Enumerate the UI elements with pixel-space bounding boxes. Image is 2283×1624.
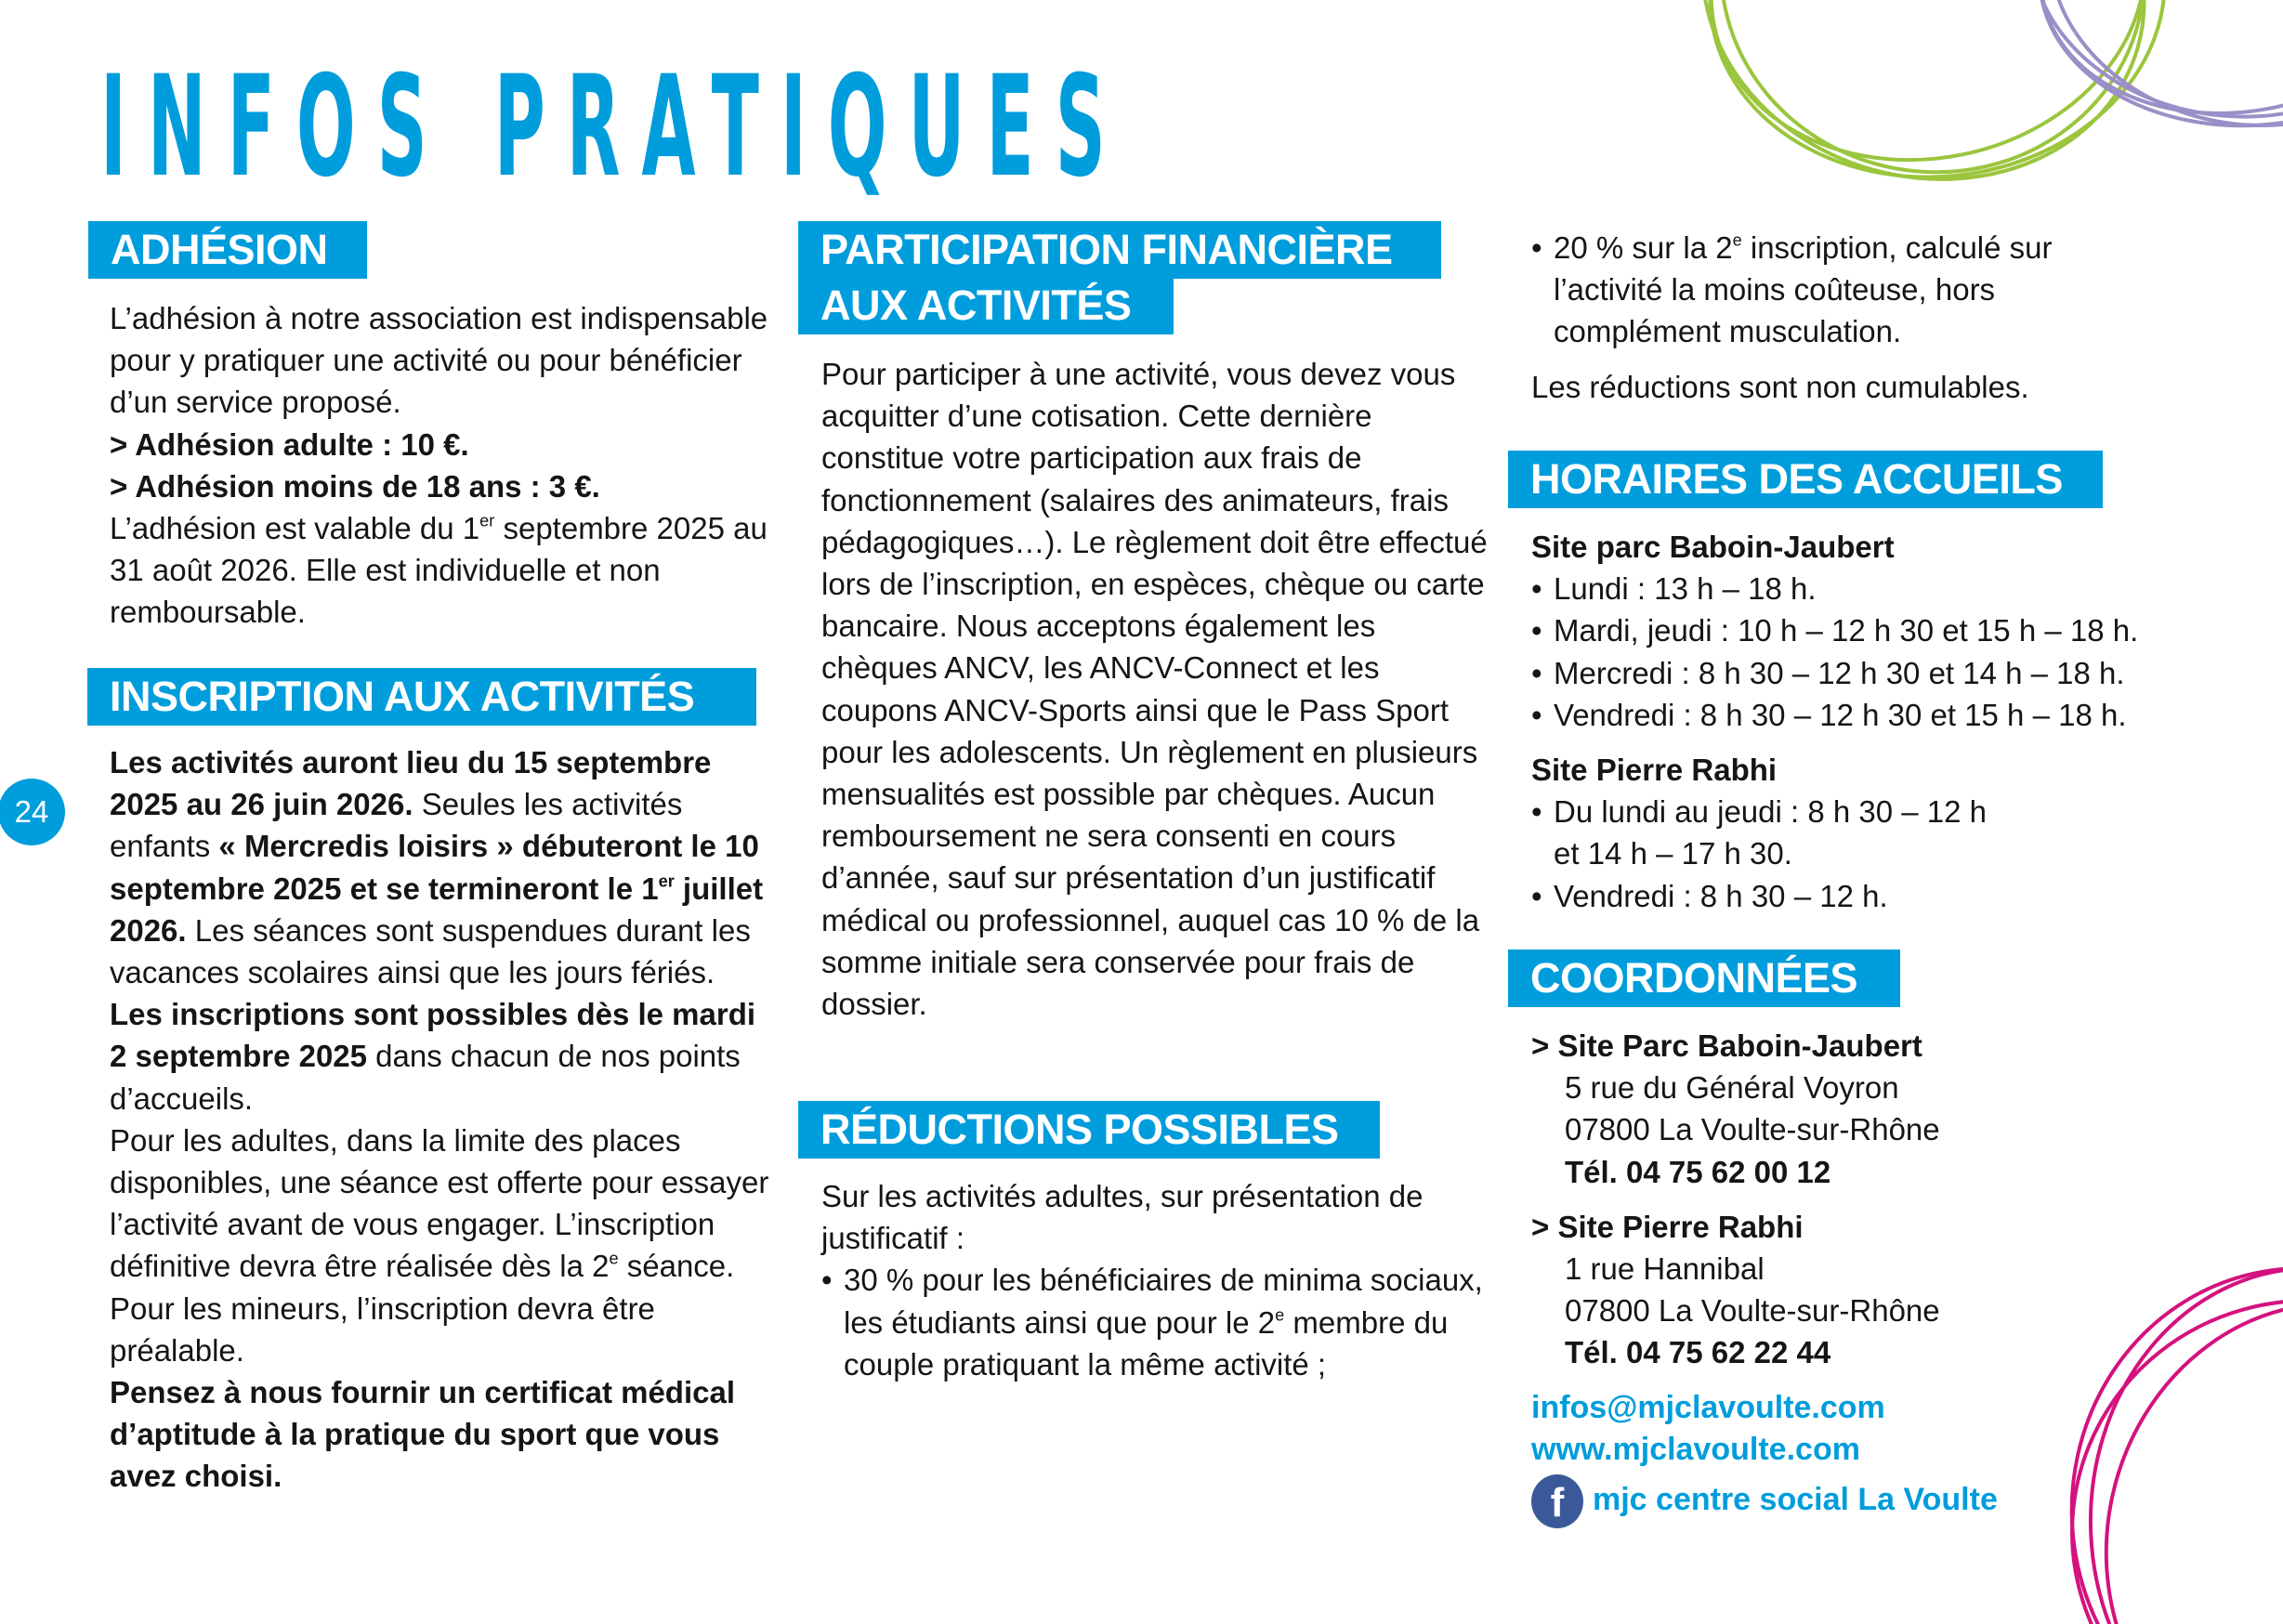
superscript: er bbox=[658, 871, 675, 890]
superscript: e bbox=[1732, 230, 1742, 250]
adhesion-body bbox=[110, 297, 779, 634]
purple-circles bbox=[2014, 0, 2283, 161]
site-name: > Site Parc Baboin-Jaubert bbox=[1531, 1028, 1922, 1063]
section-heading-participation-line2: AUX ACTIVITÉS bbox=[798, 277, 1174, 334]
adhesion-intro: L’adhésion à notre association est indispensable pour y pratiquer une activité ou pour bénéficier d’un service proposé. bbox=[110, 301, 768, 420]
facebook-icon: f bbox=[1531, 1474, 1583, 1528]
spacer bbox=[1531, 1193, 2200, 1206]
page-number-badge: 24 bbox=[0, 779, 65, 845]
horaires-list bbox=[1531, 568, 2200, 736]
email-link[interactable]: infos@mjclavoulte.com bbox=[1531, 1389, 1885, 1425]
section-heading-participation-line1: PARTICIPATION FINANCIÈRE bbox=[798, 221, 1441, 279]
spacer bbox=[1531, 1374, 2200, 1387]
reduction-item bbox=[821, 1259, 1490, 1385]
horaire-item: • Mardi, jeudi : 10 h – 12 h 30 et 15 h – 18 h. bbox=[1531, 609, 2200, 651]
horaires-body bbox=[1531, 526, 2200, 917]
horaire-item: • Vendredi : 8 h 30 – 12 h 30 et 15 h – 18 h. bbox=[1531, 694, 2200, 736]
superscript: er bbox=[479, 511, 495, 530]
validity-text-end: septembre 2025 au 31 août 2026. Elle est individuelle et non remboursable. bbox=[110, 511, 768, 630]
text: Seules les activités enfants bbox=[110, 787, 683, 864]
inscription-dates bbox=[110, 741, 779, 993]
adhesion-validity bbox=[110, 507, 779, 634]
site-street: 5 rue du Général Voyron bbox=[1565, 1070, 1899, 1106]
spacer bbox=[1531, 353, 2145, 366]
site-city: 07800 La Voulte-sur-Rhône bbox=[1565, 1293, 1940, 1329]
inscription-certificate: Pensez à nous fournir un certificat médical d’aptitude à la pratique du sport que vous avez choisi. bbox=[110, 1375, 736, 1494]
adhesion-adult-price: > Adhésion adulte : 10 €. bbox=[110, 426, 469, 462]
text: inscription, calculé sur l’activité la moins coûteuse, hors complément musculation. bbox=[1554, 230, 2053, 349]
site-phone[interactable]: Tél. 04 75 62 00 12 bbox=[1565, 1154, 1831, 1189]
coordonnees-body bbox=[1531, 1025, 2200, 1528]
reductions-body bbox=[821, 1175, 1490, 1385]
reductions-list bbox=[821, 1259, 1490, 1385]
validity-text: L’adhésion est valable du 1 bbox=[110, 511, 480, 546]
site-name: > Site Pierre Rabhi bbox=[1531, 1209, 1804, 1244]
section-heading-reductions: RÉDUCTIONS POSSIBLES bbox=[798, 1101, 1380, 1159]
facebook-link[interactable] bbox=[1531, 1474, 2200, 1528]
section-heading-adhesion: ADHÉSION bbox=[88, 221, 367, 279]
horaires-list bbox=[1531, 791, 2200, 917]
horaire-item: • Mercredi : 8 h 30 – 12 h 30 et 14 h – 18 h. bbox=[1531, 652, 2200, 694]
reductions-intro: Sur les activités adultes, sur présentation de justificatif : bbox=[821, 1179, 1424, 1256]
reductions-continued bbox=[1531, 227, 2145, 408]
bold-text: Les activités auront lieu du 15 septembre 2025 au 26 juin 2026. bbox=[110, 745, 712, 822]
green-circles bbox=[1657, 0, 2190, 230]
spacer bbox=[1531, 736, 2200, 749]
facebook-label: mjc centre social La Voulte bbox=[1593, 1481, 1998, 1517]
website-link[interactable]: www.mjclavoulte.com bbox=[1531, 1431, 1860, 1467]
inscription-opening bbox=[110, 993, 779, 1120]
text: membre du couple pratiquant la même activité ; bbox=[844, 1304, 1449, 1382]
text: Les séances sont suspendues durant les vacances scolaires ainsi que les jours fériés. bbox=[110, 912, 751, 990]
section-heading-coordonnees: COORDONNÉES bbox=[1508, 950, 1900, 1007]
reductions-note: Les réductions sont non cumulables. bbox=[1531, 369, 2029, 404]
inscription-adults bbox=[110, 1120, 779, 1371]
text: séance. Pour les mineurs, l’inscription devra être préalable. bbox=[110, 1249, 735, 1368]
site-street: 1 rue Hannibal bbox=[1565, 1251, 1765, 1287]
reduction-item bbox=[1531, 227, 2145, 353]
text: 30 % pour les bénéficiaires de minima sociaux, les étudiants ainsi que pour le 2 bbox=[844, 1263, 1483, 1340]
adhesion-minor-price: > Adhésion moins de 18 ans : 3 €. bbox=[110, 468, 600, 504]
text: Pour les adultes, dans la limite des places disponibles, une séance est offerte pour essayer l’activité avant de vous engager. L’inscription définitive devra être réalisée dès la 2 bbox=[110, 1122, 769, 1284]
text: 20 % sur la 2 bbox=[1554, 230, 1733, 265]
superscript: e bbox=[609, 1249, 619, 1268]
superscript: e bbox=[1275, 1305, 1285, 1324]
inscription-body bbox=[110, 741, 779, 1498]
page-title: INFOS PRATIQUES bbox=[100, 46, 1127, 208]
section-heading-horaires: HORAIRES DES ACCUEILS bbox=[1508, 451, 2103, 508]
site-phone[interactable]: Tél. 04 75 62 22 44 bbox=[1565, 1335, 1831, 1370]
bold-text: juillet 2026. bbox=[110, 871, 764, 948]
bold-text: « Mercredis loisirs » débuteront le 10 septembre 2025 et se termineront le 1 bbox=[110, 829, 759, 906]
participation-body: Pour participer à une activité, vous devez vous acquitter d’une cotisation. Cette dernière constitue votre participation aux frais de fonctionnement (salaires des animateurs, frais pédagogiques…). Le règlement doit être effectué lors de l’inscription, en espèces, chèque ou carte bancaire. Nous acceptons également les chèques ANCV, les ANCV-Connect et les coupons ANCV-Sports ainsi que le Pass Sport pour les adolescents. Un règlement en plusieurs mensualités est possible par chèques. Aucun remboursement ne sera consenti en cours d’année, sauf sur présentation d’un justificatif médical ou professionnel, auquel cas 10 % de la somme initiale sera conservée pour frais de dossier. bbox=[821, 357, 1488, 1022]
horaire-item: • Vendredi : 8 h 30 – 12 h. bbox=[1531, 875, 2200, 917]
section-heading-inscription: INSCRIPTION AUX ACTIVITÉS bbox=[87, 668, 756, 726]
horaires-site-name: Site Pierre Rabhi bbox=[1531, 753, 1778, 788]
horaire-item: • Du lundi au jeudi : 8 h 30 – 12 h et 14 h – 17 h 30. bbox=[1531, 791, 2009, 874]
site-city: 07800 La Voulte-sur-Rhône bbox=[1565, 1112, 1940, 1147]
horaire-item: • Lundi : 13 h – 18 h. bbox=[1531, 568, 2200, 609]
text: dans chacun de nos points d’accueils. bbox=[110, 1039, 741, 1116]
horaires-site-name: Site parc Baboin-Jaubert bbox=[1531, 530, 1895, 564]
reductions-list-continued bbox=[1531, 227, 2145, 353]
bold-text: Les inscriptions sont possibles dès le mardi 2 septembre 2025 bbox=[110, 997, 756, 1074]
